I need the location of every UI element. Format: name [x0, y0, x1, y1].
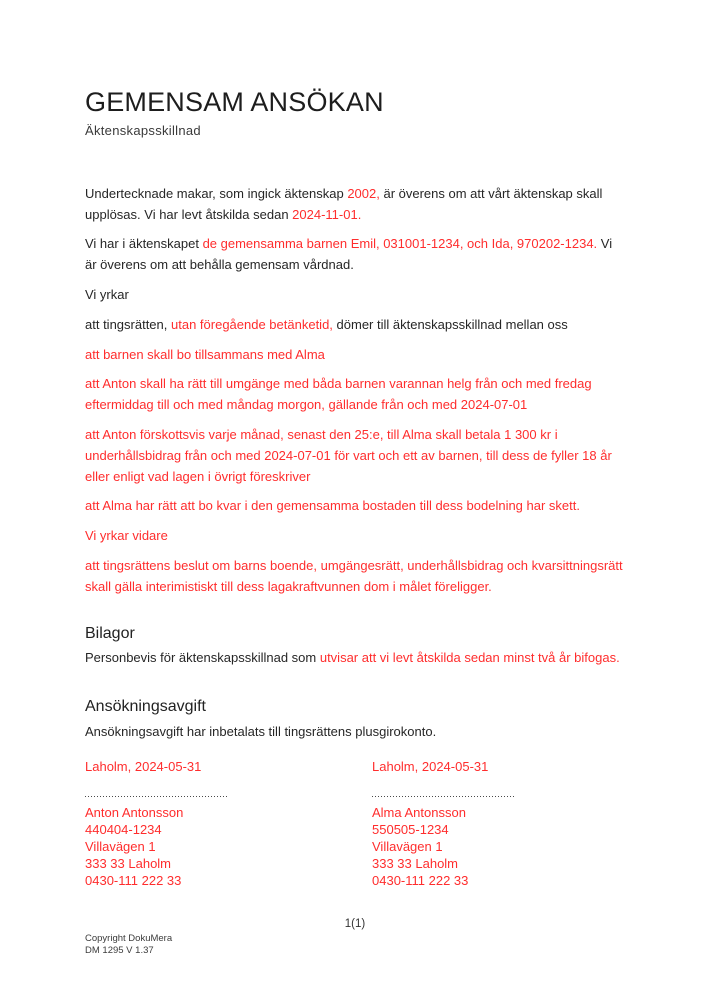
ansokningsavgift-paragraph: [85, 722, 625, 743]
static-text: Vi yrkar: [85, 286, 129, 302]
bilagor-paragraph: [85, 648, 625, 669]
signature-block-right: [372, 795, 625, 889]
doc-code: DM 1295 V 1.37: [85, 944, 154, 956]
field-value: de gemensamma barnen Emil, 031001-1234, och Ida, 970202-1234.: [202, 236, 598, 252]
paragraph: [85, 285, 625, 306]
signature-block-left: [85, 795, 372, 889]
paragraph: [85, 184, 625, 226]
static-text: Vi har i äktenskapet: [85, 236, 203, 252]
copyright-block: [85, 933, 625, 956]
static-text: Ansökningsavgift har inbetalats till tingsrättens plusgirokonto.: [85, 723, 437, 739]
paragraph: [85, 234, 625, 276]
static-text: Personbevis för äktenskapsskillnad som: [85, 650, 320, 666]
document-subtitle: Äktenskapsskillnad: [85, 122, 201, 138]
document-title: GEMENSAM ANSÖKAN: [85, 87, 384, 117]
field-value: att barnen skall bo tillsammans med Alma: [85, 346, 325, 362]
field-value: att Anton skall ha rätt till umgänge med båda barnen varannan helg från och med fredag eftermiddag till och med måndag morgon, gällande från och med 2024-07-01: [85, 376, 592, 413]
signature-detail-line: Villavägen 1: [85, 839, 156, 855]
field-value: 2002,: [347, 185, 380, 201]
signature-detail-line: 333 33 Laholm: [372, 856, 459, 872]
signature-line-right: [372, 795, 514, 797]
field-value: att Anton förskottsvis varje månad, senast den 25:e, till Alma skall betala 1 300 kr i underhållsbidrag från och med 2024-07-01 för vart och ett av barnen, till dess de fyller 18 år eller enligt vad lagen i övrigt föreskriver: [85, 426, 612, 484]
copyright-line: Copyright DokuMera: [85, 933, 173, 944]
paragraph: [85, 374, 625, 416]
paragraph: [85, 425, 625, 487]
signature-detail-line: Alma Antonsson: [372, 805, 466, 821]
paragraph: [85, 315, 625, 336]
signature-row: [85, 795, 625, 889]
body-paragraphs: [85, 184, 625, 598]
field-value: utvisar att vi levt åtskilda sedan minst två år bifogas.: [319, 650, 620, 666]
paragraph: [85, 526, 625, 547]
signature-detail-line: 333 33 Laholm: [85, 856, 172, 872]
place-date-left: Laholm, 2024-05-31: [85, 758, 202, 774]
field-value: 2024-11-01.: [292, 206, 362, 222]
ansokningsavgift-heading: Ansökningsavgift: [85, 698, 206, 716]
static-text: dömer till äktenskapsskillnad mellan oss: [332, 316, 568, 332]
static-text: Vi är överens om att behålla gemensam vårdnad.: [85, 236, 613, 273]
page-footer: [85, 918, 625, 956]
field-value: att tingsrättens beslut om barns boende, umgängesrätt, underhållsbidrag och kvarsittningsrätt skall gälla interimistiskt till dess lagakraftvunnen dom i målet föreligger.: [85, 557, 623, 594]
signature-detail-line: 0430-111 222 33: [85, 873, 182, 889]
bilagor-heading: Bilagor: [85, 624, 135, 642]
static-text: är överens om att vårt äktenskap skall upplösas. Vi har levt åtskilda sedan: [85, 185, 603, 222]
place-date-row: [85, 757, 625, 778]
section-ansokningsavgift: [85, 697, 625, 743]
signature-details-left: [85, 804, 372, 889]
static-text: Undertecknade makar, som ingick äktenskap: [85, 185, 348, 201]
signature-detail-line: Villavägen 1: [372, 839, 443, 855]
signature-detail-line: 550505-1234: [372, 822, 449, 838]
signature-detail-line: 0430-111 222 33: [372, 873, 469, 889]
signature-details-right: [372, 804, 625, 889]
paragraph: [85, 556, 625, 598]
paragraph: [85, 496, 625, 517]
paragraph: [85, 345, 625, 366]
page-number: 1(1): [344, 918, 366, 930]
field-value: att Alma har rätt att bo kvar i den gemensamma bostaden till dess bodelning har skett.: [85, 498, 580, 514]
field-value: utan föregående betänketid,: [171, 316, 333, 332]
section-bilagor: [85, 624, 625, 670]
static-text: att tingsrätten,: [85, 316, 171, 332]
signature-detail-line: 440404-1234: [85, 822, 162, 838]
document-header: [85, 86, 625, 138]
place-date-right: Laholm, 2024-05-31: [372, 758, 489, 774]
signature-line-left: [85, 795, 227, 797]
signature-detail-line: Anton Antonsson: [85, 805, 184, 821]
field-value: Vi yrkar vidare: [85, 528, 168, 544]
